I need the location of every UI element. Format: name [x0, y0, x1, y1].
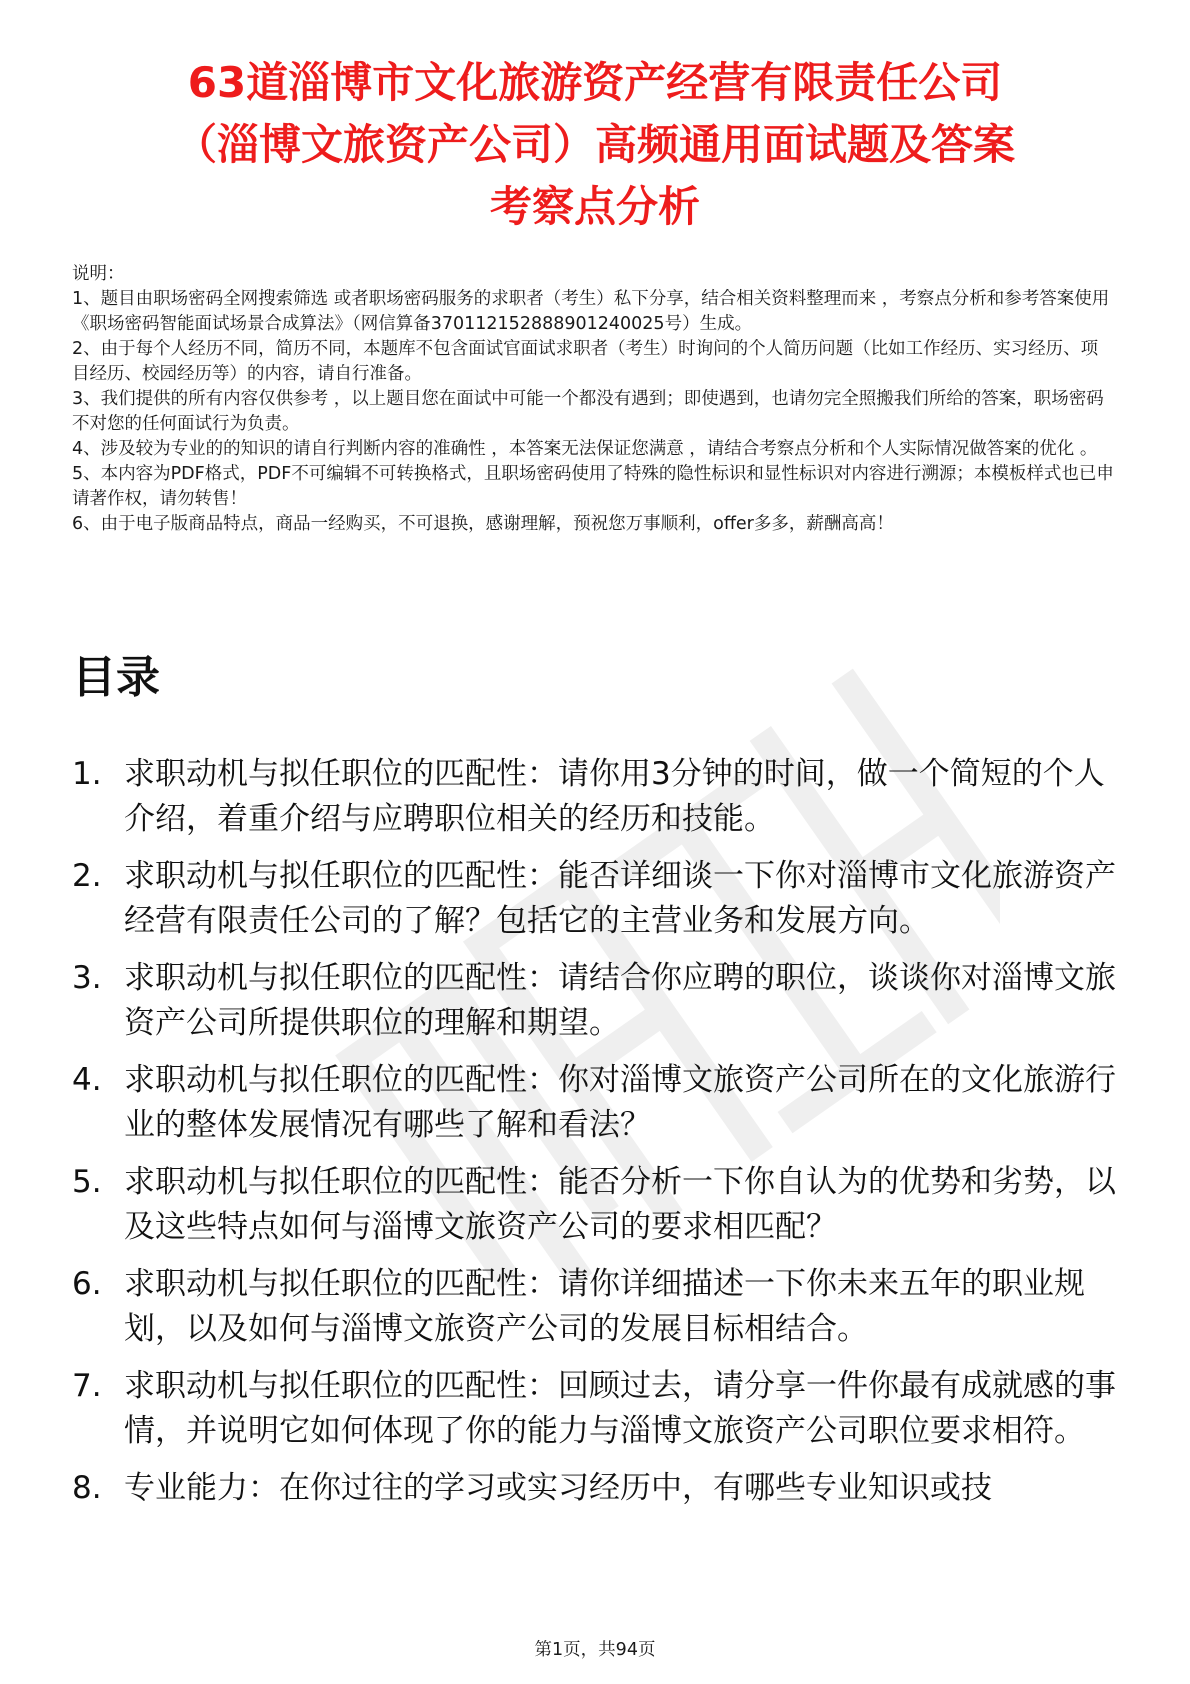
toc-item-text: 求职动机与拟任职位的匹配性：请你用3分钟的时间，做一个简短的个人介绍，着重介绍与应聘职位相关的经历和技能。	[124, 756, 1105, 837]
notes-section	[72, 262, 1114, 537]
toc-item[interactable]	[72, 1466, 1130, 1511]
title-line-2: （淄博文旅资产公司）高频通用面试题及答案	[174, 120, 1015, 169]
note-item: 6、由于电子版商品特点，商品一经购买，不可退换，感谢理解，预祝您万事顺利，offer多多，薪酬高高！	[72, 514, 894, 534]
toc-item[interactable]	[72, 1262, 1130, 1352]
toc-item-number: 2.	[72, 858, 102, 894]
toc-item-number: 4.	[72, 1062, 102, 1098]
toc-list	[72, 752, 1130, 1523]
toc-item[interactable]	[72, 956, 1130, 1046]
toc-item-number: 7.	[72, 1368, 102, 1404]
title-line-1: 63道淄博市文化旅游资产经营有限责任公司	[187, 58, 1003, 107]
notes-heading: 说明：	[72, 264, 125, 284]
note-item: 2、由于每个人经历不同，简历不同，本题库不包含面试官面试求职者（考生）时询问的个人简历问题（比如工作经历、实习经历、项目经历、校园经历等）的内容，请自行准备。	[72, 339, 1099, 384]
toc-item-text: 求职动机与拟任职位的匹配性：请结合你应聘的职位，谈谈你对淄博文旅资产公司所提供职位的理解和期望。	[124, 960, 1116, 1041]
note-item: 1、题目由职场密码全网搜索筛选 或者职场密码服务的求职者（考生）私下分享，结合相关资料整理而来 ，考察点分析和参考答案使用《职场密码智能面试场景合成算法》（网信算备370112152888901240025号）生成。	[72, 289, 1110, 334]
toc-item-text: 专业能力：在你过往的学习或实习经历中，有哪些专业知识或技	[124, 1470, 992, 1506]
title-line-3: 考察点分析	[489, 182, 700, 231]
toc-item-text: 求职动机与拟任职位的匹配性：能否详细谈一下你对淄博市文化旅游资产经营有限责任公司的了解？包括它的主营业务和发展方向。	[124, 858, 1116, 939]
toc-item[interactable]	[72, 854, 1130, 944]
toc-item-number: 5.	[72, 1164, 102, 1200]
toc-item-number: 8.	[72, 1470, 102, 1506]
toc-item[interactable]	[72, 752, 1130, 842]
toc-item-text: 求职动机与拟任职位的匹配性：能否分析一下你自认为的优势和劣势，以及这些特点如何与淄博文旅资产公司的要求相匹配？	[124, 1164, 1116, 1245]
note-item: 5、本内容为PDF格式，PDF不可编辑不可转换格式，且职场密码使用了特殊的隐性标识和显性标识对内容进行溯源；本模板样式也已申请著作权，请勿转售！	[72, 464, 1114, 509]
document-title	[80, 52, 1110, 238]
toc-item-text: 求职动机与拟任职位的匹配性：回顾过去，请分享一件你最有成就感的事情，并说明它如何体现了你的能力与淄博文旅资产公司职位要求相符。	[124, 1368, 1116, 1449]
page-number-footer: 第1页，共94页	[534, 1640, 656, 1660]
note-item: 3、我们提供的所有内容仅供参考 ，以上题目您在面试中可能一个都没有遇到；即使遇到，也请勿完全照搬我们所给的答案，职场密码不对您的任何面试行为负责。	[72, 389, 1104, 434]
toc-item-number: 6.	[72, 1266, 102, 1302]
toc-item-text: 求职动机与拟任职位的匹配性：请你详细描述一下你未来五年的职业规划，以及如何与淄博文旅资产公司的发展目标相结合。	[124, 1266, 1085, 1347]
toc-item-number: 1.	[72, 756, 102, 792]
toc-item[interactable]	[72, 1160, 1130, 1250]
toc-item[interactable]	[72, 1058, 1130, 1148]
note-item: 4、涉及较为专业的的知识的请自行判断内容的准确性 ，本答案无法保证您满意 ，请结合考察点分析和个人实际情况做答案的优化 。	[72, 439, 1098, 459]
toc-item-number: 3.	[72, 960, 102, 996]
toc-item[interactable]	[72, 1364, 1130, 1454]
toc-item-text: 求职动机与拟任职位的匹配性：你对淄博文旅资产公司所在的文化旅游行业的整体发展情况有哪些了解和看法？	[124, 1062, 1116, 1143]
toc-heading: 目录	[72, 652, 160, 703]
